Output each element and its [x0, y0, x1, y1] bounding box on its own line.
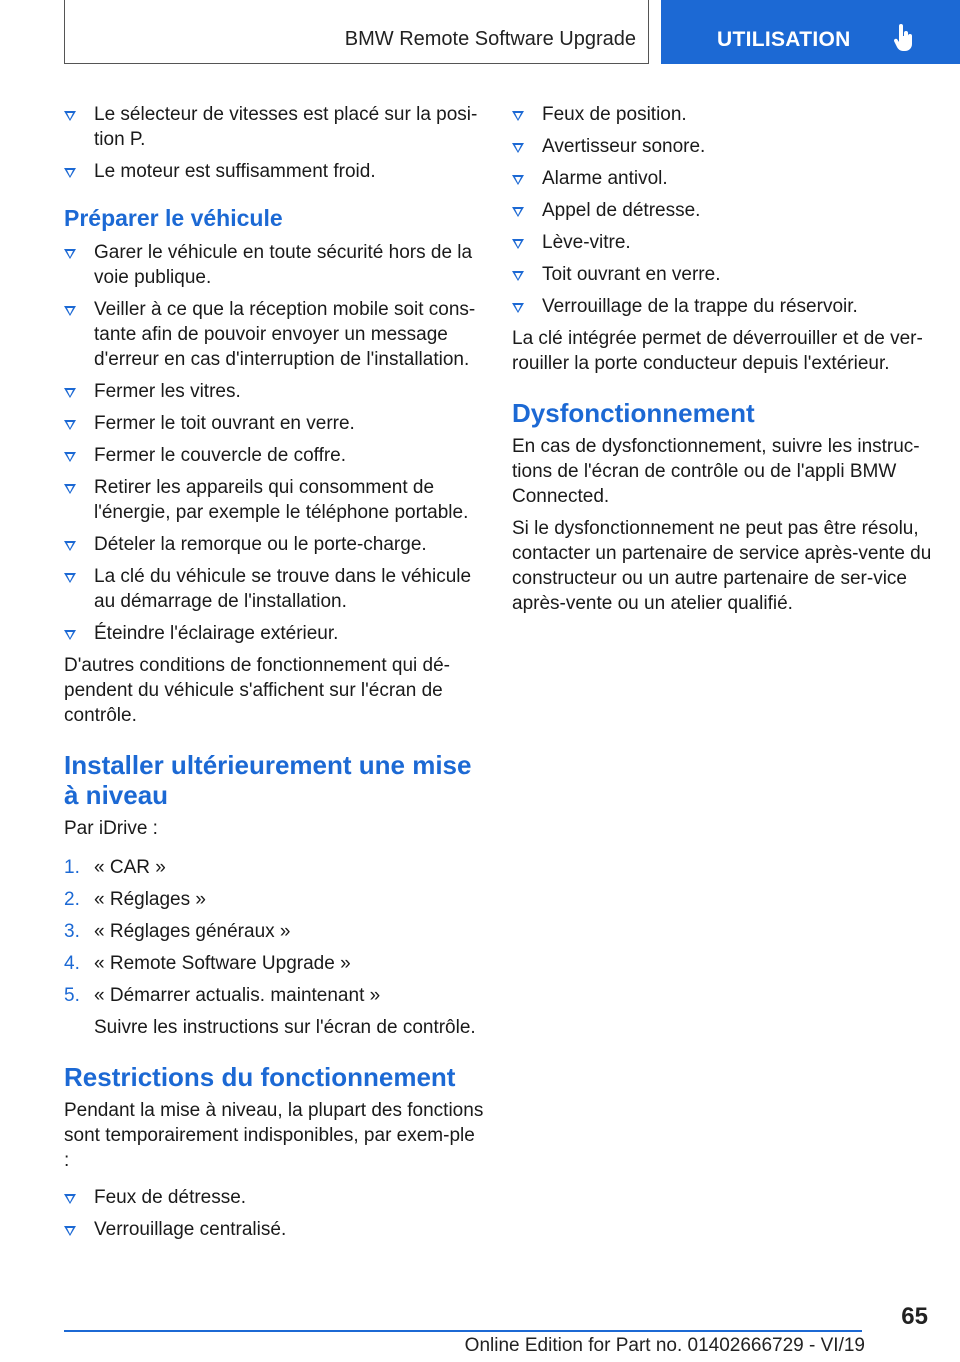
list-item: Lève-vitre. [512, 230, 932, 255]
list-item: Alarme antivol. [512, 166, 932, 191]
list-item: Verrouillage de la trappe du réservoir. [512, 294, 932, 319]
triangle-bullet-icon [512, 207, 524, 217]
triangle-bullet-icon [64, 1226, 76, 1236]
pointing-hand-icon [893, 24, 915, 52]
list-item: Feux de détresse. [64, 1185, 484, 1210]
list-item: Feux de position. [512, 102, 932, 127]
step-item: 1. « CAR » [64, 857, 166, 878]
paragraph-malfunction-1: En cas de dysfonctionnement, suivre les instruc-tions de l'écran de contrôle ou de l'appli BMW Connected. [512, 436, 920, 507]
step-item: 5. « Démarrer actualis. maintenant » [64, 985, 381, 1006]
list-item: Veiller à ce que la réception mobile soit cons-tante afin de pouvoir envoyer un message d'erreur en cas d'interruption de l'installation. [64, 297, 484, 372]
paragraph-conditions: D'autres conditions de fonctionnement qui dé-pendent du véhicule s'affichent sur l'écran de contrôle. [64, 655, 450, 726]
footer-edition: Online Edition for Part no. 01402666729 - VI/19 [464, 1335, 865, 1356]
triangle-bullet-icon [64, 484, 76, 494]
triangle-bullet-icon [64, 388, 76, 398]
triangle-bullet-icon [512, 303, 524, 313]
list-item: Le moteur est suffisamment froid. [64, 159, 484, 184]
list-item: Retirer les appareils qui consomment de l'énergie, par exemple le téléphone portable. [64, 475, 484, 525]
step-item: 2. « Réglages » [64, 889, 206, 910]
right-column [512, 102, 932, 623]
heading-malfunction: Dysfonctionnement [512, 398, 755, 428]
heading-install: Installer ultérieurement une mise à niveau [64, 750, 472, 810]
list-item: Fermer le toit ouvrant en verre. [64, 411, 484, 436]
triangle-bullet-icon [512, 175, 524, 185]
list-item: Toit ouvrant en verre. [512, 262, 932, 287]
list-item: Garer le véhicule en toute sécurité hors de la voie publique. [64, 240, 484, 290]
step-item: 4. « Remote Software Upgrade » [64, 953, 351, 974]
footer-divider [64, 1330, 862, 1332]
page-number: 65 [901, 1303, 928, 1330]
triangle-bullet-icon [512, 271, 524, 281]
paragraph-restrictions: Pendant la mise à niveau, la plupart des fonctions sont temporairement indisponibles, par exem-ple : [64, 1100, 484, 1171]
triangle-bullet-icon [64, 1194, 76, 1204]
triangle-bullet-icon [512, 143, 524, 153]
triangle-bullet-icon [512, 239, 524, 249]
list-item: Fermer les vitres. [64, 379, 484, 404]
list-item: La clé du véhicule se trouve dans le véhicule au démarrage de l'installation. [64, 564, 484, 614]
header-section-box [661, 0, 960, 64]
list-item: Verrouillage centralisé. [64, 1217, 484, 1242]
triangle-bullet-icon [64, 630, 76, 640]
paragraph-malfunction-2: Si le dysfonctionnement ne peut pas être résolu, contacter un partenaire de service après-vente du constructeur ou un autre partenaire de ser-vice après-vente ou un atelier qualifié. [512, 518, 932, 614]
header-section-label: UTILISATION [717, 28, 851, 51]
triangle-bullet-icon [64, 249, 76, 259]
step-note: Suivre les instructions sur l'écran de contrôle. [94, 1017, 476, 1038]
triangle-bullet-icon [64, 168, 76, 178]
list-item: Appel de détresse. [512, 198, 932, 223]
header-title-box [64, 0, 649, 64]
paragraph-key: La clé intégrée permet de déverrouiller et de ver-rouiller la porte conducteur depuis l'extérieur. [512, 328, 923, 374]
header-title: BMW Remote Software Upgrade [344, 28, 636, 50]
triangle-bullet-icon [64, 452, 76, 462]
triangle-bullet-icon [64, 573, 76, 583]
left-column [64, 102, 484, 1249]
list-item: Fermer le couvercle de coffre. [64, 443, 484, 468]
triangle-bullet-icon [64, 111, 76, 121]
list-item: Dételer la remorque ou le porte-charge. [64, 532, 484, 557]
list-item: Éteindre l'éclairage extérieur. [64, 621, 484, 646]
triangle-bullet-icon [64, 306, 76, 316]
triangle-bullet-icon [64, 541, 76, 551]
list-item: Le sélecteur de vitesses est placé sur la posi-tion P. [64, 102, 484, 152]
paragraph-idrive: Par iDrive : [64, 818, 158, 839]
list-item: Avertisseur sonore. [512, 134, 932, 159]
step-item: 3. « Réglages généraux » [64, 921, 291, 942]
triangle-bullet-icon [512, 111, 524, 121]
heading-restrictions: Restrictions du fonctionnement [64, 1062, 456, 1092]
heading-prepare: Préparer le véhicule [64, 205, 283, 231]
triangle-bullet-icon [64, 420, 76, 430]
